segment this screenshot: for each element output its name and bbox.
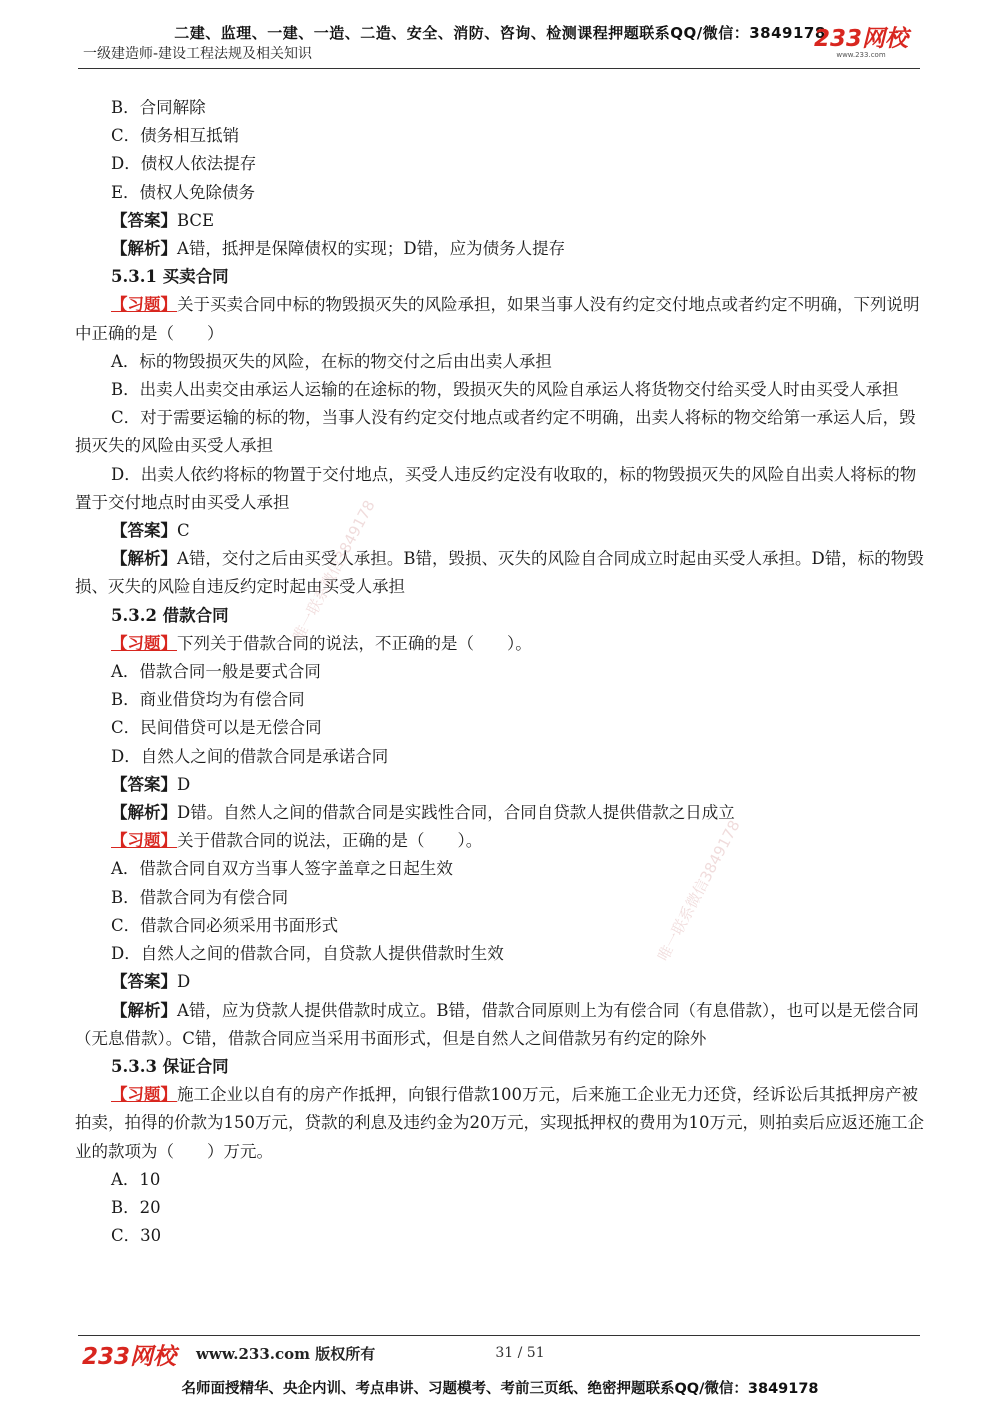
page-number: 31 / 51 xyxy=(495,1345,545,1361)
question-text: 关于买卖合同中标的物毁损灭失的风险承担，如果当事人没有约定交付地点或者约定不明确，下列说明中正确的是（ ） xyxy=(75,295,920,343)
answer-line xyxy=(75,207,925,235)
exercise-question xyxy=(75,630,925,658)
line-label: 【答案】 xyxy=(111,210,177,230)
exercise-tag: 【习题】 xyxy=(111,831,177,851)
answer-line xyxy=(75,771,925,799)
explanation-line xyxy=(75,997,925,1053)
exercise-tag: 【习题】 xyxy=(111,633,177,653)
option-line: A．10 xyxy=(111,1169,161,1189)
section-heading: 5.3.1 买卖合同 xyxy=(111,267,229,287)
brand-logo-text: 233网校 xyxy=(813,26,908,52)
explanation-line xyxy=(75,799,925,827)
line-label: 【答案】 xyxy=(111,972,177,992)
question-text: 下列关于借款合同的说法，不正确的是（ ）。 xyxy=(177,633,532,653)
line-label: 【解析】 xyxy=(111,1000,177,1020)
option-line: C．30 xyxy=(111,1226,162,1246)
option-line: B．借款合同为有偿合同 xyxy=(111,887,289,907)
header-contact-line: 二建、监理、一建、一造、二造、安全、消防、咨询、检测课程押题联系QQ/微信：3849178 xyxy=(174,24,826,42)
line-text: D错。自然人之间的借款合同是实践性合同，合同自贷款人提供借款之日成立 xyxy=(177,803,735,823)
watermark: 唯一联系微信3849178 xyxy=(289,497,379,645)
exercise-question xyxy=(75,827,925,855)
answer-line xyxy=(75,968,925,996)
explanation-line xyxy=(75,235,925,263)
option-line: B．20 xyxy=(111,1197,161,1217)
footer-divider xyxy=(78,1335,920,1336)
option-line: C．民间借贷可以是无偿合同 xyxy=(111,718,322,738)
option-line: C．借款合同必须采用书面形式 xyxy=(111,915,339,935)
header-divider xyxy=(78,68,920,69)
option-line: C．债务相互抵销 xyxy=(111,126,240,146)
footer-contact-line: 名师面授精华、央企内训、考点串讲、习题模考、考前三页纸、绝密押题联系QQ/微信：3849178 xyxy=(181,1381,819,1397)
section-heading: 5.3.2 借款合同 xyxy=(111,605,229,625)
line-label: 【解析】 xyxy=(111,549,177,569)
line-text: C xyxy=(177,521,190,541)
line-text: D xyxy=(177,972,191,992)
line-text: A错，应为贷款人提供借款时成立。B错，借款合同原则上为有偿合同（有息借款），也可以是无偿合同（无息借款）。C错，借款合同应当采用书面形式，但是自然人之间借款另有约定的除外 xyxy=(75,1000,919,1048)
section-heading: 5.3.3 保证合同 xyxy=(111,1056,229,1076)
exercise-tag: 【习题】 xyxy=(111,295,177,315)
option-line: D．出卖人依约将标的物置于交付地点，买受人违反约定没有收取的，标的物毁损灭失的风险自出卖人将标的物置于交付地点时由买受人承担 xyxy=(75,464,917,512)
document-body xyxy=(75,94,925,1250)
option-line: B．合同解除 xyxy=(111,98,206,117)
option-line: A．借款合同自双方当事人签字盖章之日起生效 xyxy=(111,859,453,879)
document-subtitle: 一级建造师-建设工程法规及相关知识 xyxy=(83,46,313,62)
line-text: D xyxy=(177,774,191,794)
option-line: D．自然人之间的借款合同是承诺合同 xyxy=(111,746,389,766)
exercise-tag: 【习题】 xyxy=(111,1085,177,1105)
option-line: A．标的物毁损灭失的风险，在标的物交付之后由出卖人承担 xyxy=(111,351,552,371)
option-line: E．债权人免除债务 xyxy=(111,182,256,202)
line-label: 【解析】 xyxy=(111,239,177,259)
line-label: 【解析】 xyxy=(111,803,177,823)
watermark: 唯一联系微信3849178 xyxy=(654,817,744,965)
option-line: B．出卖人出卖交由承运人运输的在途标的物，毁损灭失的风险自承运人将货物交付给买受人时由买受人承担 xyxy=(111,380,899,400)
option-line: C．对于需要运输的标的物，当事人没有约定交付地点或者约定不明确，出卖人将标的物交给第一承运人后，毁损灭失的风险由买受人承担 xyxy=(75,408,916,456)
line-text: A错，抵押是保障债权的实现；D错，应为债务人提存 xyxy=(177,239,566,259)
option-line: B．商业借贷均为有偿合同 xyxy=(111,690,305,710)
option-line: A．借款合同一般是要式合同 xyxy=(111,662,321,682)
footer-copyright: www.233.com 版权所有 xyxy=(196,1345,376,1363)
line-text: BCE xyxy=(177,210,215,230)
option-line: D．自然人之间的借款合同，自贷款人提供借款时生效 xyxy=(111,944,504,964)
exercise-question xyxy=(75,1081,925,1166)
question-text: 施工企业以自有的房产作抵押，向银行借款100万元，后来施工企业无力还贷，经诉讼后其抵押房产被拍卖，拍得的价款为150万元，贷款的利息及违约金为20万元，实现抵押权的费用为10万元，则拍卖后应返还施工企业的款项为（ ）万元。 xyxy=(75,1085,924,1161)
line-label: 【答案】 xyxy=(111,774,177,794)
brand-logo-url: www.233.com xyxy=(836,51,886,59)
footer-logo: 233网校 xyxy=(82,1344,177,1370)
line-label: 【答案】 xyxy=(111,521,177,541)
brand-logo xyxy=(806,27,916,59)
exercise-question xyxy=(75,291,925,347)
explanation-line xyxy=(75,545,925,601)
line-text: A错，交付之后由买受人承担。B错，毁损、灭失的风险自合同成立时起由买受人承担。D错，标的物毁损、灭失的风险自违反约定时起由买受人承担 xyxy=(75,549,924,597)
answer-line xyxy=(75,517,925,545)
question-text: 关于借款合同的说法，正确的是（ ）。 xyxy=(177,831,483,851)
option-line: D．债权人依法提存 xyxy=(111,154,257,174)
